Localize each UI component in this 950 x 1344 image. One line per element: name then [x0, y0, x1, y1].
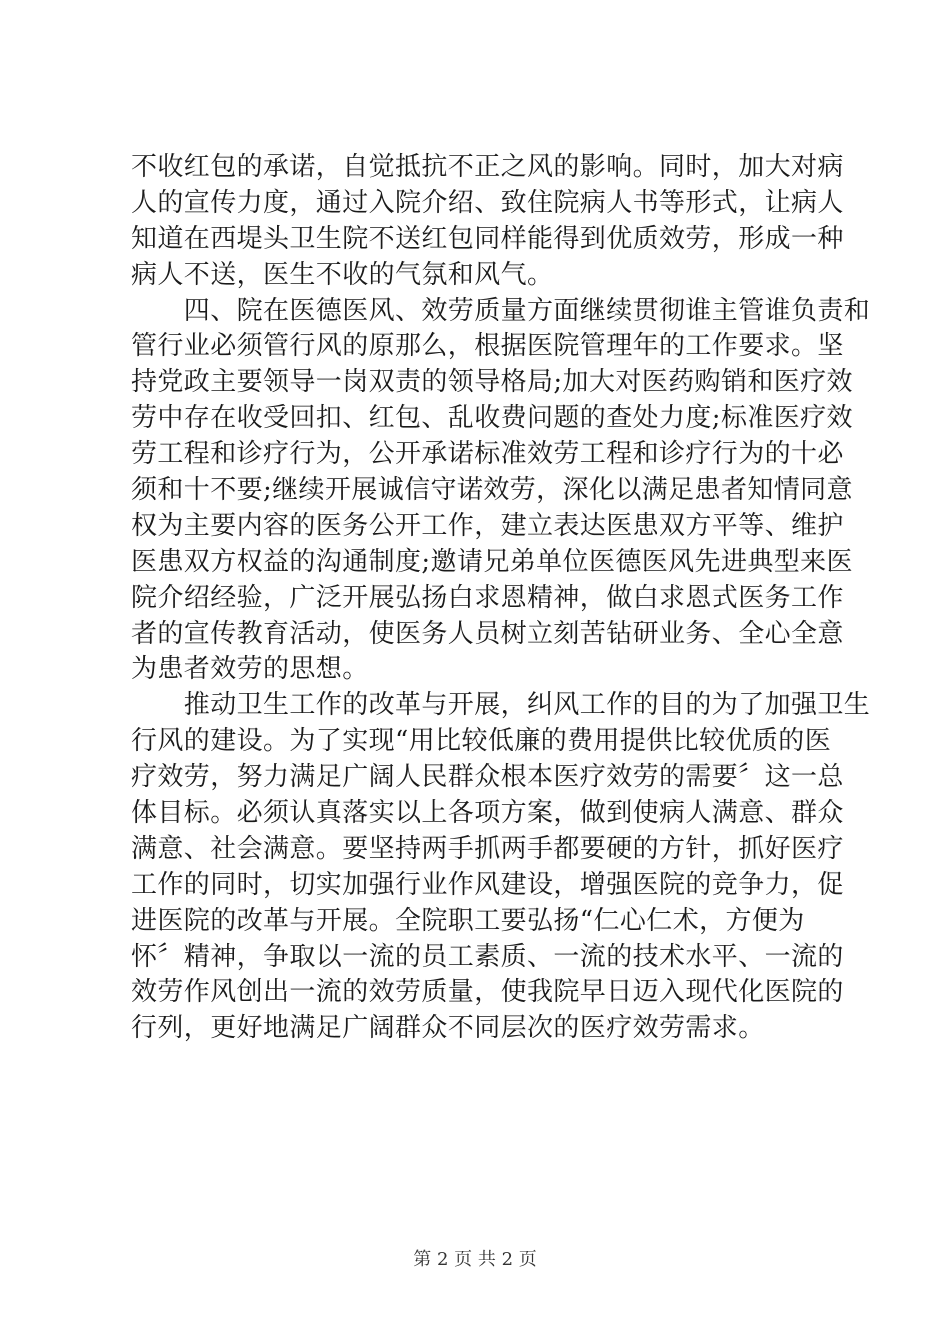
text-line: 病人不送，医生不收的气氛和风气。 — [131, 259, 554, 290]
text-line: 效劳作风创出一流的效劳质量，使我院早日迈入现代化医院的 — [131, 977, 844, 1008]
page-number-label: 第 2 页 共 2 页 — [413, 1249, 537, 1270]
text-line: 疗效劳，努力满足广阔人民群众根本医疗效劳的需要〞这一总 — [131, 762, 844, 793]
text-line: 进医院的改革与开展。全院职工要弘扬“仁心仁术，方便为 — [131, 905, 805, 936]
text-line: 为患者效劳的思想。 — [131, 654, 369, 685]
text-line: 持党政主要领导一岗双责的领导格局;加大对医药购销和医疗效 — [131, 367, 853, 398]
text-line: 工作的同时，切实加强行业作风建设，增强医院的竞争力，促 — [131, 869, 844, 900]
text-line: 者的宣传教育活动，使医务人员树立刻苦钻研业务、全心全意 — [131, 618, 844, 649]
text-line: 满意、社会满意。要坚持两手抓两手都要硬的方针，抓好医疗 — [131, 833, 844, 864]
text-line: 院介绍经验，广泛开展弘扬白求恩精神，做白求恩式医务工作 — [131, 582, 844, 613]
text-line: 劳工程和诊疗行为，公开承诺标准效劳工程和诊疗行为的十必 — [131, 439, 844, 470]
text-line: 行风的建设。为了实现“用比较低廉的费用提供比较优质的医 — [131, 726, 832, 757]
text-line: 怀〞精神，争取以一流的员工素质、一流的技术水平、一流的 — [131, 941, 844, 972]
text-line: 推动卫生工作的改革与开展，纠风工作的目的为了加强卫生 — [131, 690, 871, 721]
text-line: 体目标。必须认真落实以上各项方案，做到使病人满意、群众 — [131, 798, 844, 829]
text-line: 劳中存在收受回扣、红包、乱收费问题的查处力度;标准医疗效 — [131, 403, 853, 434]
text-line: 医患双方权益的沟通制度;邀请兄弟单位医德医风先进典型来医 — [131, 546, 853, 577]
page-footer — [0, 1245, 950, 1271]
text-line: 行列，更好地满足广阔群众不同层次的医疗效劳需求。 — [131, 1013, 765, 1044]
text-line: 须和十不要;继续开展诚信守诺效劳，深化以满足患者知情同意 — [131, 475, 853, 506]
text-line: 管行业必须管行风的原那么，根据医院管理年的工作要求。坚 — [131, 331, 844, 362]
text-line: 知道在西堤头卫生院不送红包同样能得到优质效劳，形成一种 — [131, 223, 844, 254]
text-line: 权为主要内容的医务公开工作，建立表达医患双方平等、维护 — [131, 510, 844, 541]
text-line: 不收红包的承诺，自觉抵抗不正之风的影响。同时，加大对病 — [131, 152, 844, 182]
text-line: 四、院在医德医风、效劳质量方面继续贯彻谁主管谁负责和 — [131, 295, 871, 326]
text-line: 人的宣传力度，通过入院介绍、致住院病人书等形式，让病人 — [131, 187, 844, 218]
body-text — [131, 150, 871, 1047]
